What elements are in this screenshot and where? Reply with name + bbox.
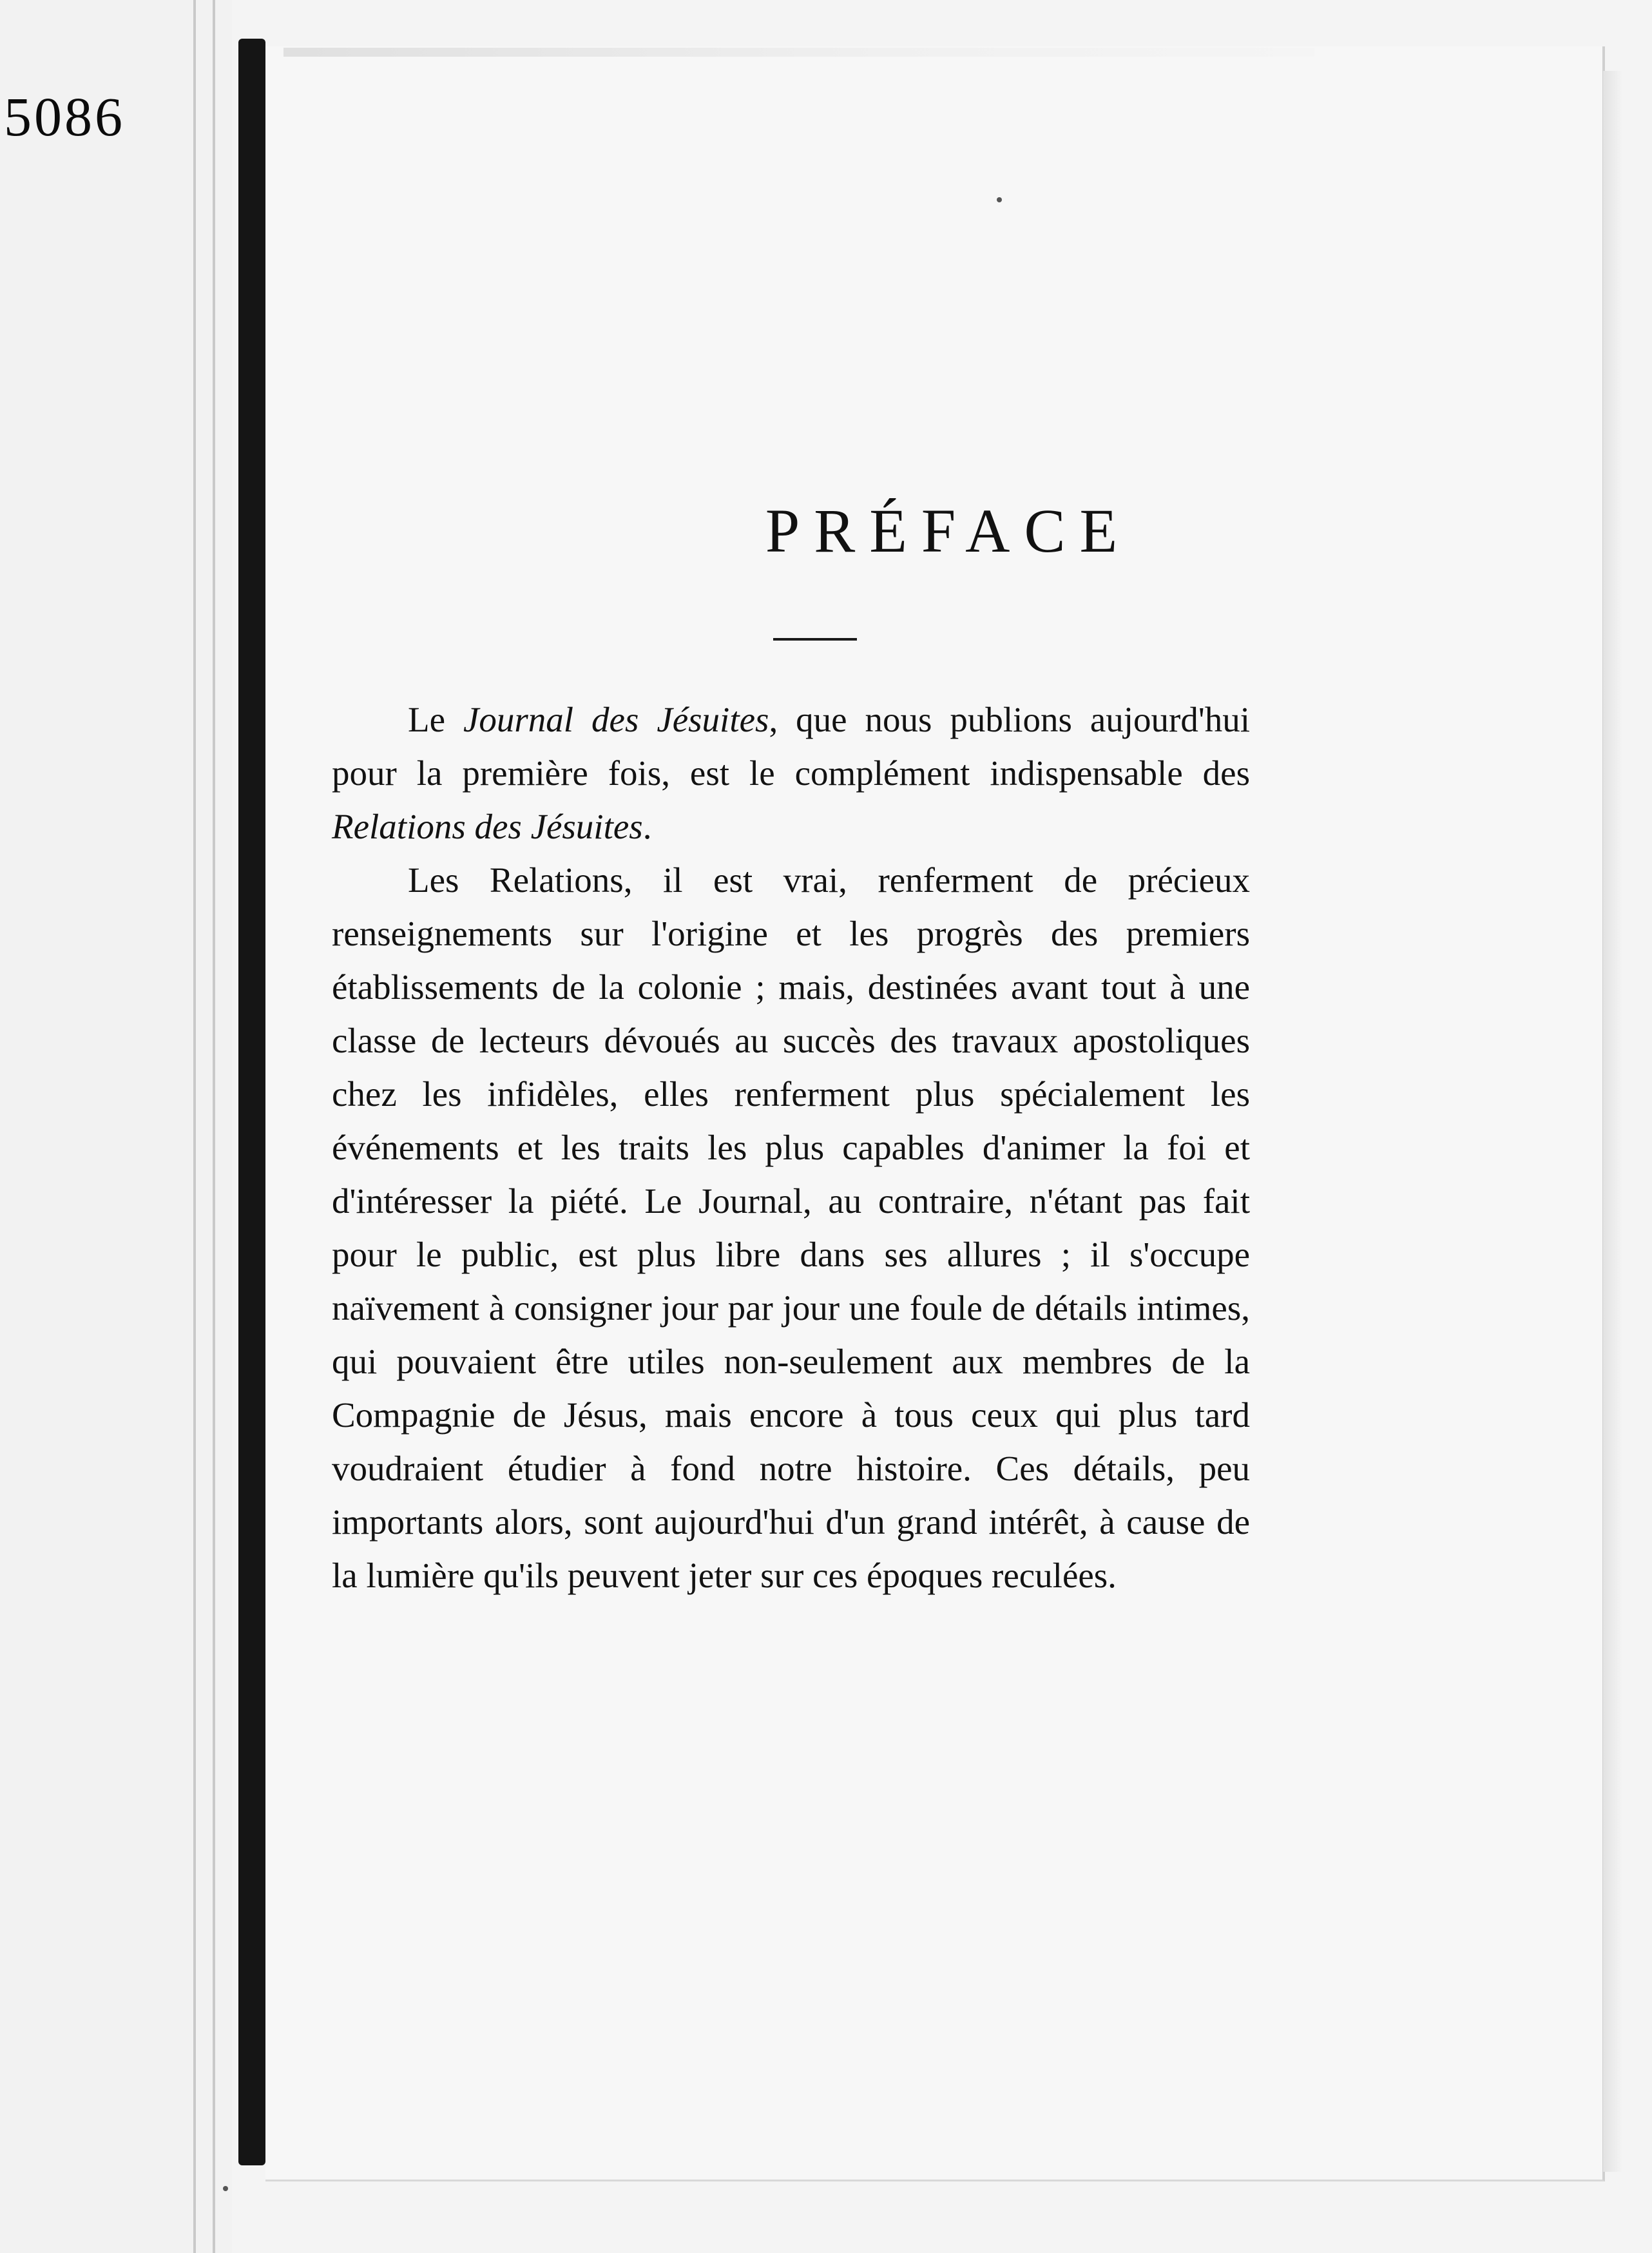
text-run: Le [408,700,463,739]
text-run: Les Relations, il est vrai, renferment de précieux renseignements sur l'origine et les progrès des premiers établissements de la colonie ; mais, destinées avant tout à une classe de lecteurs dévoués au succès des travaux apostoliques chez les infidèles, elles renferment plus spécialement les événements et les traits les plus capables d'animer la foi et d'intéresser la piété. Le Journal, au contraire, n'étant pas fait pour le public, est plus libre dans ses allures ; il s'occupe naïvement à consigner jour par jour une foule de détails intimes, qui pouvaient être utiles non-seulement aux membres de la Compagnie de Jésus, mais encore à tous ceux qui plus tard voudraient étudier à fond notre histoire. Ces détails, peu importants alors, sont aujourd'hui d'un grand intérêt, à cause de la lumière qu'ils peuvent jeter sur ces époques reculées. [332,860,1250,1595]
page-edge-line [193,0,196,2253]
preface-body [332,693,1250,1602]
frame-number: 5086 [4,86,125,148]
scan-streak [283,48,1314,57]
book-binding-gutter [238,39,265,2165]
italic-title-run: Relations des Jésuites [332,807,643,846]
italic-title-run: Journal des Jésuites [463,700,769,739]
title-rule [773,638,857,641]
text-run: , que nous publions aujourd'hui pour la première fois, est le complément indispensable des [332,700,1251,793]
scan-speck [223,2186,228,2191]
preface-paragraph [332,693,1250,853]
page-edge-shadow [1603,71,1622,2172]
scan-speck [997,197,1002,202]
previous-page-strip [0,0,232,2253]
page-edge-line [213,0,215,2253]
page-title: PRÉFACE [765,496,1132,565]
text-run: . [642,807,652,846]
preface-paragraph [332,853,1250,1602]
